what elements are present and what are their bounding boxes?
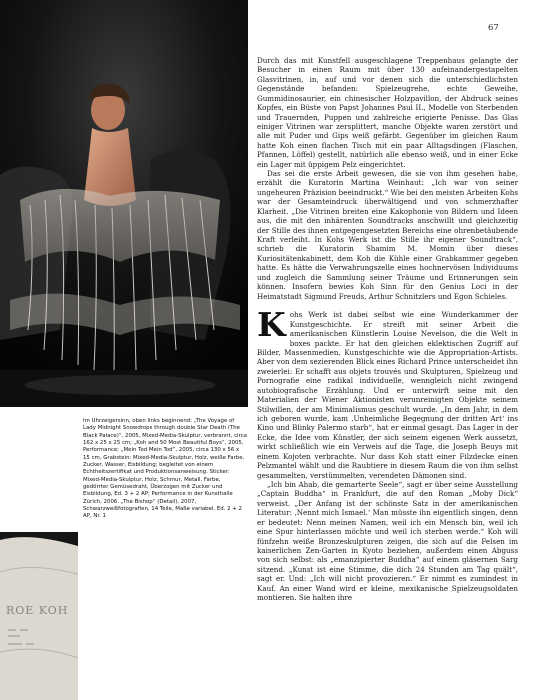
caption-text: Im Uhrzeigersinn, oben links beginnend: „The Voyage of Lady Midnight Snowdrops through double Star Death (The Black Palace)“, 2005, Mixed-Media-Skulptur, verbrannt, circa 162 x 25 x 25 cm; „Koh and 50 Most Beautiful Boys“, 2005, Performance; „Mein Tod Mein Tod“, 2005, circa 130 x 56 x 15 cm, Grabstein: Mixed-Media-Skulptur, Holz, weiße Farbe, Zucker, Wasser, Eisbildung; begleitet von einem Echtheitszertifikat und Produktionsanweisung. Sticker: Mixed-Media-Skulptur, Holz, Schmur, Metall, Farbe, gedörrter Gemüsedraht, Überzogen mit Zucker und Eisbildung, Ed. 3 + 2 AP; Performance in der Kunsthalle Zürich, 2006. „The Bishop“ (Detail), 2007, Schwarzweißfotografien, 14 Teile, Maße variabel, Ed. 2 + 2 AP, Nr. 1: [83, 418, 247, 520]
dropcap-paragraph-text: ohs Werk ist dabei selbst wie eine Wunderkammer der Kunstgeschichte. Er streift mit seiner Arbeit die amerikanischen Künstlerin Louise Nevelson, die die Welt in boxes packte. Er hat den gleichen eklektischen Zugriff auf Bilder, Massenmedien, Kunstgeschichte wie die Appropriation-Artists. Aber von dem sezierenden Blick eines Richard Prince unterscheidet ihn zweierlei: Er schafft aus objets trouvés und Skulpturen, Spielzeug und Pornografie eine radikal individuelle, wenngleich nicht zwingend autobiografische Erzählung. Und er unterwirft seine mit den Materialien der Wiener Aktionisten verunreinigten Objekte seinem Stilwillen, der am Minimalismus geschult wurde. „In dem Jahr, in dem ich geboren wurde, kam ‚Unheimliche Begegnung der dritten Art‘ ins Kino und Blinky Palermo starb“, hat er einmal gesagt. Das Lager in der Ecke, die Idee vom Künstler, der sich seinem eigenen Werk aussetzt, wirkt schließlich wie ein Verweis auf die Tage, die Joseph Beuys mit einem Kojoten verbrachte. Nur dass Koh statt einer Filzdecke einen Pelzmantel wählt und die Raubtiere in diesem Raum die von ihm selbst gesammelten, verstümmelten, verendeten Dämonen sind.: [257, 310, 518, 480]
article-paragraph: Durch das mit Kunstfell ausgeschlagene Treppenhaus gelangte der Besucher in einen Raum mit über 130 aufeinandergestapelten Glasvitrinen, in, auf und vor denen sich die unterschiedlichsten Gegenstände befanden: Spielzeugrehe, echte Geweihe, Gummidinosaurier, ein chinesischer Holzpavillon, der Abdruck seines Kopfes, ein Büste von Papst Johannes Paul II., Modelle von Sterbenden und Trauernden, Puppen und zahlreiche erigierte Penisse. Das Glas einiger Vitrinen war zersplittert, manche Objekte waren zerstört und alle mit Puder und Gips weiß gefärbt. Gegenüber im gleichen Raum hatte Koh einen flachen Tisch mit ein paar Alltagsdingen (Flaschen, Pfannen, Löffel) gestellt, natürlich alle ebenso weiß, und in einer Ecke ein Lager mit üppigem Pelz eingerichtet.: [257, 56, 518, 169]
image-caption: [83, 418, 247, 521]
article-paragraph: „Ich bin Ahab, die gemarterte Seele“, sagt er über seine Ausstellung „Captain Buddha“ in Frankfurt, die auf den Roman „Moby Dick“ verweist. „Der Anfang ist der schönste Satz in der amerikanischen Literatur: ‚Nennt mich Ismael.‘ Man müsste ihn eigentlich singen, denn er bedeutet: Nenn meinen Namen, weil ich ein Mensch bin, weil ich eine Spur hinterlassen möchte und weil ich sterben werde.“ Koh will fünfzehn weiße Bronzeskulpturen zeigen, die sich auf die Felsen im kaiserlichen Zen-Garten in Kyoto beziehen, außerdem einen Abguss von sich selbst: als „emanzipierter Buddha“ auf einem gläsernen Sarg sitzend. „Kunst ist eine Stimme, die dich 24 Stunden am Tag quält“, sagt er. Und: „Ich will nicht provozieren.“ Er nimmt es zumindest in Kauf. An einer Wand wird er kleine, mexikanische Spielzeugsoldaten montieren. Sie halten ihre: [257, 479, 518, 603]
artwork-photo: [0, 0, 248, 407]
article-paragraph-dropcap: [257, 305, 518, 480]
page-number: 67: [488, 23, 499, 33]
article-body: [257, 56, 518, 602]
sculpture-figure-illustration: [0, 0, 248, 407]
gravestone-inscription: ROE KOH: [6, 604, 69, 617]
gravestone-illustration: [0, 532, 78, 700]
gravestone-photo: [0, 532, 78, 700]
article-paragraph: Das sei die erste Arbeit gewesen, die sie von ihm gesehen habe, erzählt die Kuratorin Martina Weinhaut: „Ich war von seiner ungeheuren Präzision beeindruckt.“ Wie bei den meisten Arbeiten Kohs war der Gesamteindruck überwältigend und von schmerzhafter Klarheit. „Die Vitrinen breiten eine Kakophonie von Bildern und Ideen aus, die mit den inhärenten Soundtracks anschwillt und gleichzeitig der Stille des ihnen entgegengesetzten Bereichs eine ohrenbetäubende Kraft verleiht. In Kohs Werk ist die Stille ihr eigener Soundtrack“, schrieb die Kuratorin Shamim M. Momin über dieses Kuriositätenkabinett, dem Koh die Kühle einer Grabkammer gegeben hatte. Es hätte die Verwahrungszelle eines hochnervösen Individuums und zugleich die Sammlung seiner Träume und Erinnerungen sein können. Insofern bewies Koh Sinn für den Genius Loci in der Heimatstadt Sigmund Freuds, Arthur Schnitzlers und Egon Schieles.: [257, 169, 518, 301]
drop-cap: K: [257, 305, 286, 345]
